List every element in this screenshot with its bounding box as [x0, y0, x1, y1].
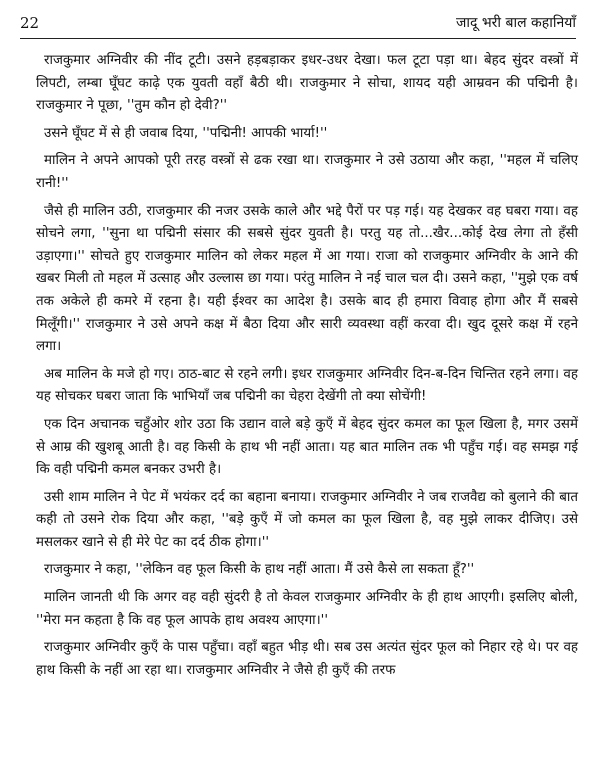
- paragraph: मालिन जानती थी कि अगर वह वही सुंदरी है तो केवल राजकुमार अग्निवीर के ही हाथ आएगी। इसलिए बोली, ''मेरा मन कहता है कि वह फूल आपके हाथ अवश्य आएगा।'': [36, 590, 578, 628]
- paragraph: राजकुमार अग्निवीर की नींद टूटी। उसने हड़बड़ाकर इधर-उधर देखा। फल टूटा पड़ा था। बेहद सुंदर वस्त्रों में लिपटी, लम्बा घूँघट काढ़े एक युवती वहाँ बैठी थी। राजकुमार ने सोचा, शायद यही आम्रवन की पद्मिनी है। राजकुमार ने पूछा, ''तुम कौन हो देवी?'': [36, 53, 578, 114]
- paragraph: राजकुमार अग्निवीर कुएँ के पास पहुँचा। वहाँ बहुत भीड़ थी। सब उस अत्यंत सुंदर फूल को निहार रहे थे। पर वह हाथ किसी के नहीं आ रहा था। राजकुमार अग्निवीर ने जैसे ही कुएँ की तरफ: [36, 640, 578, 678]
- page-number: 22: [20, 14, 40, 32]
- paragraph: उसी शाम मालिन ने पेट में भयंकर दर्द का बहाना बनाया। राजकुमार अग्निवीर ने जब राजवैद्य को बुलाने की बात कही तो उसने रोक दिया और कहा, ''बड़े कुएँ में जो कमल का फूल खिला है, वह मुझे लाकर दीजिए। उसे मसलकर खाने से ही मेरे पेट का दर्द ठीक होगा।'': [36, 489, 578, 550]
- paragraph: अब मालिन के मजे हो गए। ठाठ-बाट से रहने लगी। इधर राजकुमार अग्निवीर दिन-ब-दिन चिन्तित रहने लगा। वह यह सोचकर घबरा जाता कि भाभियाँ जब पद्मिनी का चेहरा देखेंगी तो क्या सोचेंगी!: [36, 366, 578, 405]
- paragraph: जैसे ही मालिन उठी, राजकुमार की नजर उसके काले और भद्दे पैरों पर पड़ गई। यह देखकर वह घबरा गया। वह सोचने लगा, ''सुना था पद्मिनी संसार की सबसे सुंदर युवती है। परतु यह तो...खैर...कोई देख लेगा तो हँसी उड़ाएगा।'' सोचते हुए राजकुमार मालिन को लेकर महल में आ गया। राजा को राजकुमार अग्निवीर के आने की खबर मिली तो महल में उत्साह और उल्लास छा गया। परंतु मालिन ने नई चाल चल दी। उसने कहा, ''मुझे एक वर्ष तक अकेले ही कमरे में रहना है। यही ईश्वर का आदेश है। उसके बाद ही हमारा विवाह होगा और मैं सबसे मिलूँगी।'' राजकुमार ने उसे अपने कक्ष में बैठा दिया और सारी व्यवस्था वहीं करवा दी। खुद दूसरे कक्ष में रहने लगा।: [36, 203, 578, 355]
- header-rule: [20, 38, 576, 39]
- paragraph: राजकुमार ने कहा, ''लेकिन वह फूल किसी के हाथ नहीं आता। मैं उसे कैसे ला सकता हूँ?'': [44, 562, 475, 578]
- story-text: [36, 50, 578, 687]
- running-title: जादू भरी बाल कहानियाँ: [455, 15, 576, 31]
- paragraph: उसने घूँघट में से ही जवाब दिया, ''पद्मिनी! आपकी भार्या!'': [44, 125, 328, 141]
- paragraph: मालिन ने अपने आपको पूरी तरह वस्त्रों से ढक रखा था। राजकुमार ने उसे उठाया और कहा, ''महल में चलिए रानी!'': [36, 153, 578, 191]
- page-header: [20, 12, 576, 38]
- paragraph: एक दिन अचानक चहुँओर शोर उठा कि उद्यान वाले बड़े कुएँ में बेहद सुंदर कमल का फूल खिला है, मगर उसमें से आम्र की खुशबू आती है। वह किसी के हाथ भी नहीं आता। यह बात मालिन तक भी पहुँच गई। वह समझ गई कि वही पद्मिनी कमल बनकर उभरी है।: [36, 416, 578, 478]
